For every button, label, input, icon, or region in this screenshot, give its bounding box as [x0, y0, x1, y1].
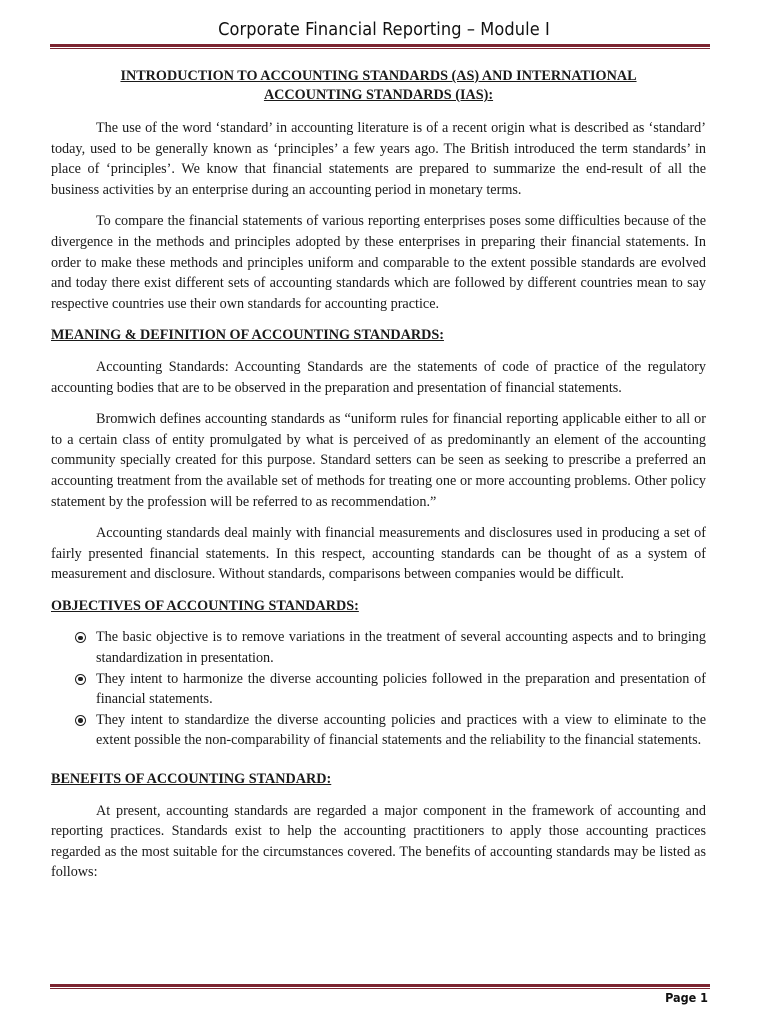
meaning-paragraph: Bromwich defines accounting standards as “uniform rules for financial reporting applicable either to all or to a certain class of entity promulgated by what is perceived of as predominantly an element of the accounting community specially created for this purpose. Standard setters can be seen as seeking to prescribe a preferred an accounting treatment from the available set of methods for treating one or more accounting problems. Other policy statement by the profession will be referred to as recommendation.”: [51, 411, 706, 510]
circle-bullet-icon: [75, 674, 86, 685]
circle-bullet-icon: [75, 632, 86, 643]
list-item: [51, 669, 706, 710]
document-body: [51, 67, 706, 894]
page-number: Page 1: [665, 990, 708, 1005]
list-item-text: They intent to standardize the diverse accounting policies and practices with a view to eliminate to the extent possible the non-comparability of financial statements and the reliability to the financial statements.: [96, 711, 706, 749]
list-item-text: They intent to harmonize the diverse accounting policies followed in the preparation and presentation of financial statements.: [96, 670, 706, 708]
list-item: [51, 710, 706, 751]
meaning-paragraph: Accounting Standards: Accounting Standards are the statements of code of practice of the regulatory accounting bodies that are to be observed in the preparation and presentation of financial statements.: [51, 358, 706, 396]
header-divider: [50, 44, 710, 49]
meaning-section-heading: MEANING & DEFINITION OF ACCOUNTING STANDARDS:: [51, 327, 444, 344]
intro-paragraph: To compare the financial statements of various reporting enterprises poses some difficulties because of the divergence in the methods and principles adopted by these enterprises in preparing their financial statements. In order to make these methods and principles uniform and comparable to the extent possible standards are evolved and today there exist different sets of accounting standards which are followed by different countries mean to say respective countries use their own standards for accounting practice.: [51, 213, 706, 312]
benefits-section-heading: BENEFITS OF ACCOUNTING STANDARD:: [51, 771, 332, 788]
intro-paragraph: The use of the word ‘standard’ in accounting literature is of a recent origin what is described as ‘standard’ today, used to be generally known as ‘principles’ a few years ago. The British introduced the term standards’ in place of ‘principles’. We know that financial statements are prepared to summarize the end-result of all the business activities by an enterprise during an accounting period in monetary terms.: [51, 120, 706, 198]
page-header-title: Corporate Financial Reporting – Module I: [218, 19, 550, 40]
list-item-text: The basic objective is to remove variations in the treatment of several accounting aspects and to bringing standardization in presentation.: [96, 629, 706, 667]
benefits-paragraph: At present, accounting standards are regarded a major component in the framework of accounting and reporting practices. Standards exist to help the accounting practitioners to apply those accounting practices regarded as the most suitable for the circumstances covered. The benefits of accounting standards may be listed as follows:: [51, 802, 706, 881]
meaning-paragraph: Accounting standards deal mainly with financial measurements and disclosures used in producing a set of fairly presented financial statements. In this respect, accounting standards can be thought of as a system of measurement and disclosure. Without standards, comparisons between companies would be difficult.: [51, 525, 706, 583]
list-item: [51, 627, 706, 668]
objectives-list: [51, 627, 706, 751]
objectives-section-heading: OBJECTIVES OF ACCOUNTING STANDARDS:: [51, 597, 359, 614]
document-title: INTRODUCTION TO ACCOUNTING STANDARDS (AS) AND INTERNATIONAL ACCOUNTING STANDARDS (IAS):: [120, 68, 637, 103]
footer-divider: [50, 984, 710, 989]
circle-bullet-icon: [75, 715, 86, 726]
